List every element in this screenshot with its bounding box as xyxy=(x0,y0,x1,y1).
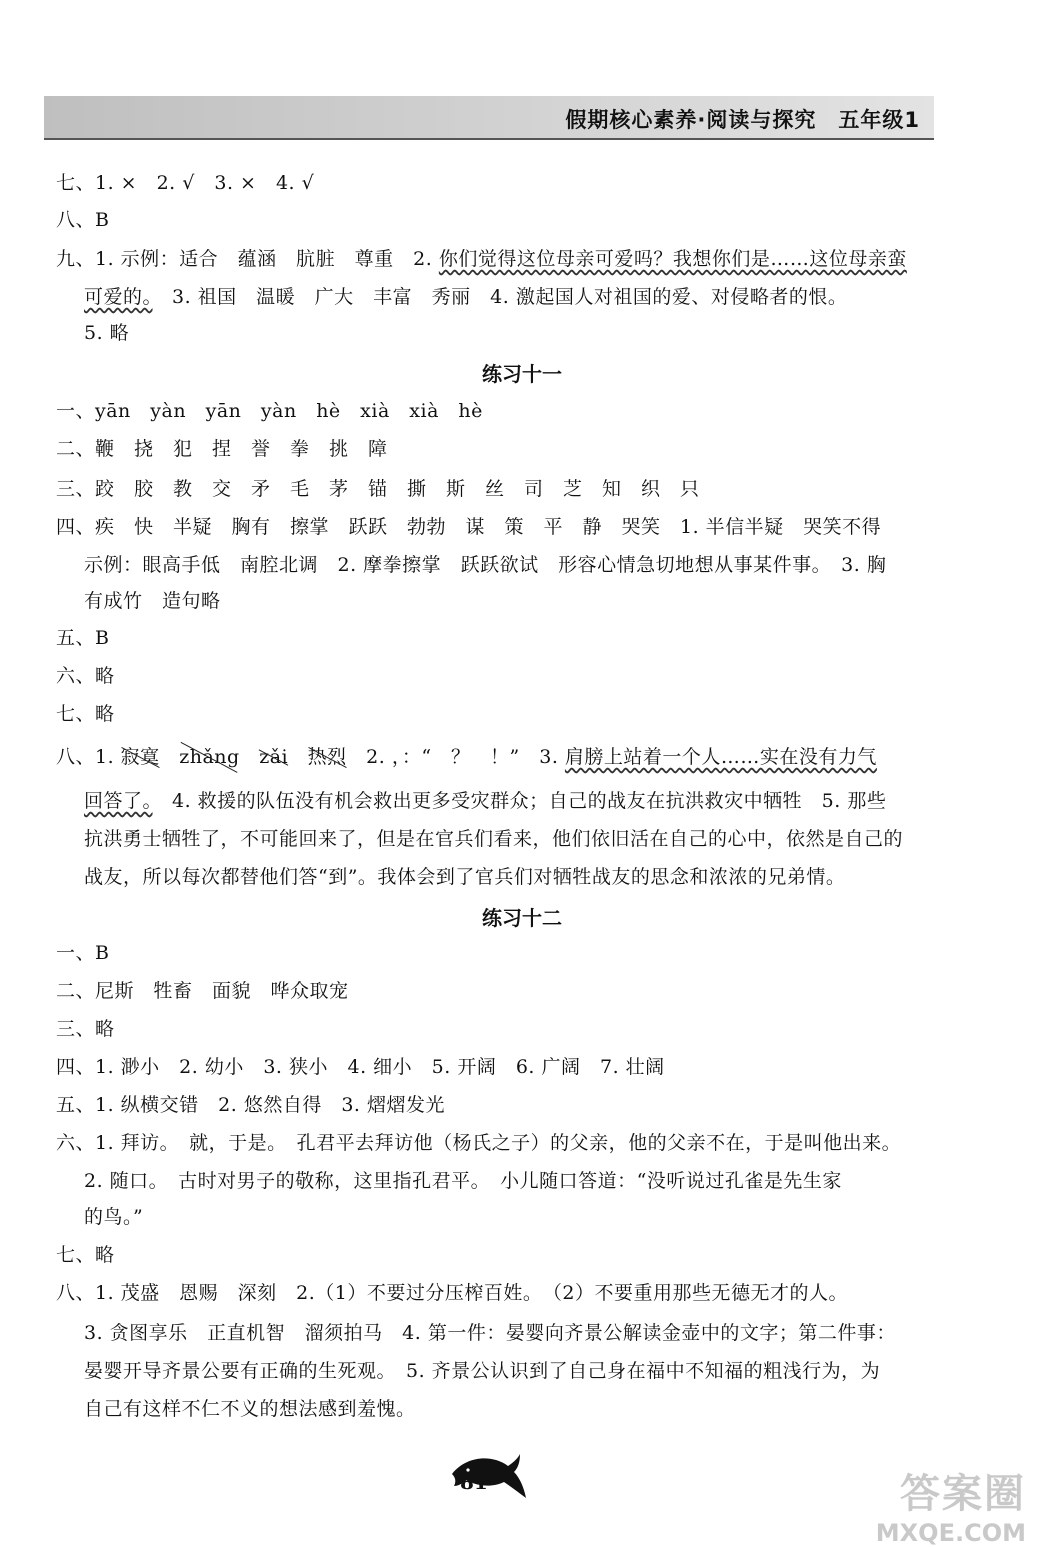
answer-line: 八、B xyxy=(56,209,110,231)
answer-line: 六、略 xyxy=(56,665,115,687)
answer-line: 3. 贪图享乐 正直机智 溜须拍马 4. 第一件：晏婴向齐景公解读金壶中的文字；第二件事： xyxy=(84,1322,896,1344)
answer-line: 四、1. 渺小 2. 幼小 3. 狭小 4. 细小 5. 开阔 6. 广阔 7. 壮阔 xyxy=(56,1056,665,1078)
answer-line: 三、跤 胶 教 交 矛 毛 茅 锚 撕 斯 丝 司 芝 知 织 只 xyxy=(56,478,700,500)
page-header-bar xyxy=(44,96,934,140)
answer-line: 五、1. 纵横交错 2. 悠然自得 3. 熠熠发光 xyxy=(56,1094,446,1116)
answer-text: 九、1. 示例：适合 蕴涵 肮脏 尊重 2. xyxy=(56,248,439,270)
answer-line xyxy=(56,244,907,271)
struck-word: zhǎng xyxy=(179,746,240,768)
answer-text: 4. 救援的队伍没有机会救出更多受灾群众；自己的战友在抗洪救灾中牺牲 5. 那些 xyxy=(152,790,887,812)
answer-line: 战友，所以每次都替他们答“到”。我体会到了官兵们对牺牲战友的思念和浓浓的兄弟情。 xyxy=(84,866,846,888)
answer-line: 七、略 xyxy=(56,703,115,725)
wavy-underlined-text: 可爱的。 xyxy=(84,286,153,308)
answer-line: 晏婴开导齐景公要有正确的生死观。 5. 齐景公认识到了自己身在福中不知福的粗浅行为，为 xyxy=(84,1360,881,1382)
answer-line: 二、尼斯 牲畜 面貌 哗众取宠 xyxy=(56,980,349,1002)
watermark xyxy=(876,1462,1026,1547)
answer-line: 四、疾 快 半疑 胸有 擦掌 跃跃 勃勃 谋 策 平 静 哭笑 1. 半信半疑 哭笑不得 xyxy=(56,516,882,538)
answer-line: 七、1. × 2. √ 3. × 4. √ xyxy=(56,172,315,194)
answer-line: 5. 略 xyxy=(84,322,130,344)
answer-line: 的鸟。” xyxy=(84,1206,144,1228)
answer-line: 2. 随口。 古时对男子的敬称，这里指孔君平。 小儿随口答道：“没听说过孔雀是先生家 xyxy=(84,1170,842,1192)
section-heading: 练习十一 xyxy=(482,362,562,386)
wavy-underlined-text: 你们觉得这位母亲可爱吗？我想你们是……这位母亲蛮 xyxy=(438,248,907,270)
wavy-underlined-text: 肩膀上站着一个人……实在没有力气 xyxy=(564,746,877,768)
watermark-cn: 答案圈 xyxy=(900,1471,1026,1517)
section-heading: 练习十二 xyxy=(482,906,562,930)
answer-line: 三、略 xyxy=(56,1018,115,1040)
answer-line xyxy=(56,742,877,769)
answer-line: 有成竹 造句略 xyxy=(84,590,221,612)
answer-text: 2. ，：“ ？ ！” 3. xyxy=(346,746,565,768)
answer-line: 八、1. 茂盛 恩赐 深刻 2.（1）不要过分压榨百姓。 （2）不要重用那些无德无才的人。 xyxy=(56,1282,848,1304)
struck-word: 热烈 xyxy=(307,746,347,768)
struck-word: 寂寞 xyxy=(120,746,160,768)
answer-line: 七、略 xyxy=(56,1244,115,1266)
answer-line: 五、B xyxy=(56,627,110,649)
header-title: 假期核心素养·阅读与探究 五年级1 xyxy=(565,108,920,132)
answer-line: 自己有这样不仁不义的想法感到羞愧。 xyxy=(84,1398,416,1420)
struck-word: zǎi xyxy=(259,746,289,768)
watermark-en: MXQE.COM xyxy=(875,1519,1026,1547)
answer-line: 抗洪勇士牺牲了，不可能回来了，但是在官兵们看来，他们依旧活在自己的心中，依然是自己的 xyxy=(84,828,904,850)
answer-line: 一、B xyxy=(56,942,110,964)
answer-line: 二、鞭 挠 犯 捏 誉 拳 挑 障 xyxy=(56,438,388,460)
page-number: 81 xyxy=(460,1470,488,1494)
answer-text: 3. 祖国 温暖 广大 丰富 秀丽 4. 激起国人对祖国的爱、对侵略者的恨。 xyxy=(152,286,848,308)
answer-line: 示例：眼高手低 南腔北调 2. 摩拳擦掌 跃跃欲试 形容心情急切地想从事某件事。 3. 胸 xyxy=(84,554,887,576)
answer-line: 六、1. 拜访。 就，于是。 孔君平去拜访他（杨氏之子）的父亲，他的父亲不在，于是叫他出来。 xyxy=(56,1132,902,1154)
answer-line xyxy=(84,282,847,309)
answer-text: 八、1. xyxy=(56,746,121,768)
wavy-underlined-text: 回答了。 xyxy=(84,790,153,812)
answer-line xyxy=(84,786,886,813)
answer-line: 一、yān yàn yān yàn hè xià xià hè xyxy=(56,400,483,422)
